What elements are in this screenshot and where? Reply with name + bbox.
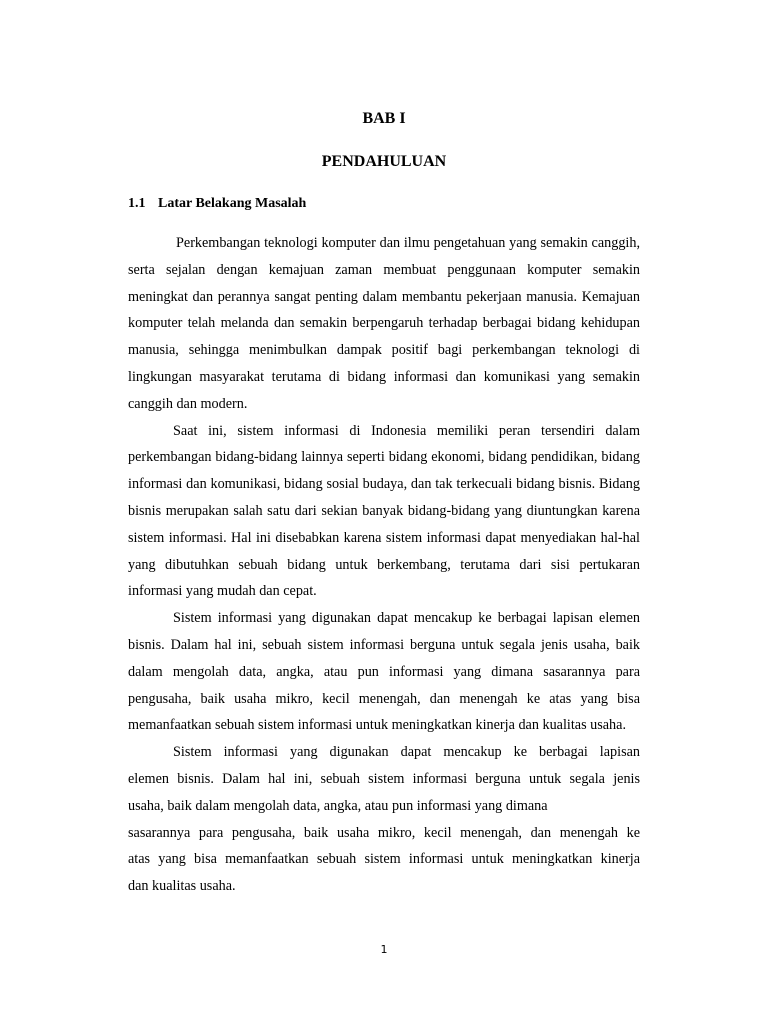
section-number: 1.1 (128, 196, 146, 211)
paragraph-line: elemen bisnis. Dalam hal ini, sebuah sistem informasi berguna untuk segala jenis (128, 770, 640, 787)
paragraph: Saat ini, sistem informasi di Indonesia memiliki peran tersendiri dalam perkembangan bidang-bidang lainnya seperti bidang ekonomi, bidang pendidikan, bidang informasi dan komunikasi, bidang sosial budaya, dan tak terkecuali bidang bisnis. Bidang bisnis merupakan salah satu dari sekian banyak bidang-bidang yang diuntungkan karena sistem informasi. Hal ini disebabkan karena sistem informasi dapat menyediakan hal-hal yang dibutuhkan sebuah bidang untuk berkembang, terutama dari sisi pertukaran informasi yang mudah dan cepat. (128, 422, 640, 600)
paragraph: Sistem informasi yang digunakan dapat mencakup ke berbagai lapisan elemen bisnis. Dalam hal ini, sebuah sistem informasi berguna untuk segala jenis usaha, baik dalam mengolah data, angka, atau pun informasi yang dimana sasarannya para pengusaha, baik usaha mikro, kecil menengah, dan menengah ke atas yang bisa memanfaatkan sebuah sistem informasi untuk meningkatkan kinerja dan kualitas usaha. (128, 610, 640, 734)
paragraph-line: atas yang bisa memanfaatkan sebuah sistem informasi untuk meningkatkan kinerja (128, 851, 640, 868)
paragraph-line: usaha, baik dalam mengolah data, angka, atau pun informasi yang dimana (128, 797, 548, 814)
page-number: 1 (380, 943, 388, 956)
paragraph-line: dan kualitas usaha. (128, 878, 236, 895)
chapter-number: BAB I (362, 110, 406, 127)
paragraph (128, 739, 640, 900)
paragraph: Perkembangan teknologi komputer dan ilmu pengetahuan yang semakin canggih, serta sejalan dengan kemajuan zaman membuat penggunaan komputer semakin meningkat dan perannya sangat penting dalam membantu pekerjaan manusia. Kemajuan komputer telah melanda dan semakin berpengaruh terhadap berbagai bidang kehidupan manusia, sehingga menimbulkan dampak positif bagi perkembangan teknologi di lingkungan masyarakat terutama di bidang informasi dan komunikasi yang semakin canggih dan modern. (128, 235, 640, 412)
paragraph-line: sasarannya para pengusaha, baik usaha mikro, kecil menengah, dan menengah ke (128, 824, 640, 841)
body-text (128, 230, 640, 900)
paragraph-line: Sistem informasi yang digunakan dapat mencakup ke berbagai lapisan (173, 744, 640, 761)
chapter-title: PENDAHULUAN (321, 153, 447, 170)
section-heading (128, 195, 306, 213)
section-title: Latar Belakang Masalah (158, 196, 307, 211)
